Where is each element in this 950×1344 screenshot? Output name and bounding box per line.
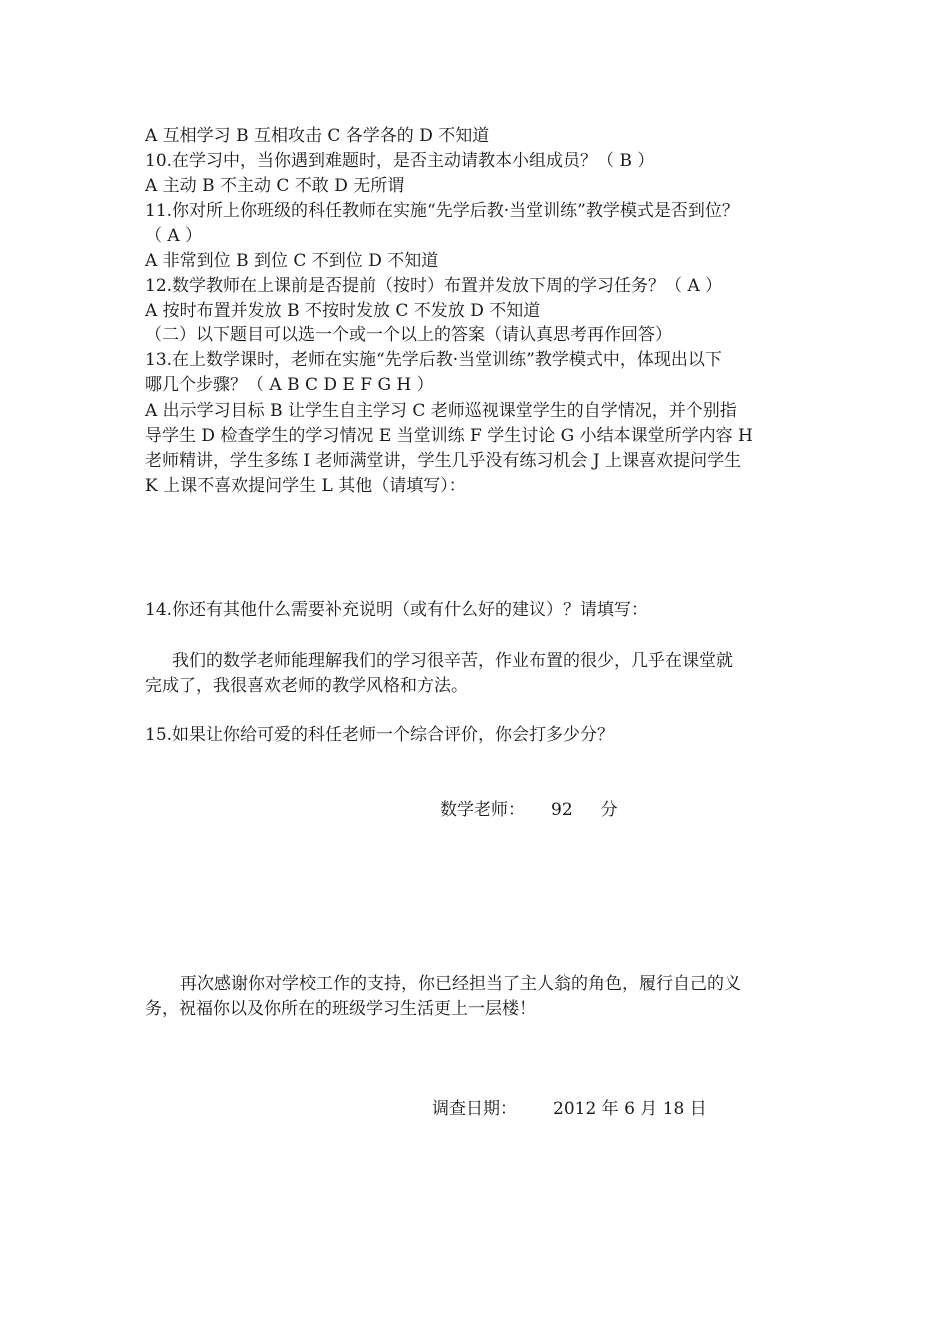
- score-label: 数学老师：: [440, 800, 525, 820]
- q13-options-line1: A 出示学习目标 B 让学生自主学习 C 老师巡视课堂学生的自学情况，并个别指: [145, 401, 737, 421]
- q14-answer-line1: 我们的数学老师能理解我们的学习很辛苦，作业布置的很少，几乎在课堂就: [172, 651, 733, 671]
- date-label: 调查日期：: [432, 1099, 517, 1119]
- q10-options: A 主动 B 不主动 C 不敢 D 无所谓: [145, 176, 405, 196]
- q11-options: A 非常到位 B 到位 C 不到位 D 不知道: [145, 251, 439, 271]
- q14-question: 14.你还有其他什么需要补充说明（或有什么好的建议）？请填写：: [145, 600, 649, 620]
- q13-question-line1: 13.在上数学课时，老师在实施“先学后教·当堂训练”教学模式中，体现出以下: [145, 350, 722, 370]
- score-unit: 分: [600, 800, 618, 820]
- thanks-line2: 务，祝福你以及你所在的班级学习生活更上一层楼！: [145, 999, 536, 1019]
- q14-answer-line2: 完成了，我很喜欢老师的教学风格和方法。: [145, 676, 468, 696]
- section-2-heading: （二）以下题目可以选一个或一个以上的答案（请认真思考再作回答）: [145, 325, 672, 345]
- q15-question: 15.如果让你给可爱的科任老师一个综合评价，你会打多少分？: [145, 725, 615, 745]
- score-row: [440, 798, 950, 822]
- q12-question: 12.数学教师在上课前是否提前（按时）布置并发放下周的学习任务？（ A ）: [145, 276, 723, 296]
- score-value: 92: [551, 800, 573, 820]
- q13-options-line2: 导学生 D 检查学生的学习情况 E 当堂训练 F 学生讨论 G 小结本课堂所学内容 H: [145, 426, 753, 446]
- thanks-line1: 再次感谢你对学校工作的支持，你已经担当了主人翁的角色，履行自己的义: [180, 974, 741, 994]
- date-row: [432, 1097, 950, 1121]
- q13-options-line3: 老师精讲，学生多练 I 老师满堂讲，学生几乎没有练习机会 J 上课喜欢提问学生: [145, 451, 742, 471]
- q12-options: A 按时布置并发放 B 不按时发放 C 不发放 D 不知道: [145, 301, 541, 321]
- q10-question: 10.在学习中，当你遇到难题时，是否主动请教本小组成员？（ B ）: [145, 151, 655, 171]
- q9-options: A 互相学习 B 互相攻击 C 各学各的 D 不知道: [145, 126, 490, 146]
- q13-question-line2: 哪几个步骤？（ A B C D E F G H ）: [145, 375, 434, 395]
- q11-question-line2: （ A ）: [145, 226, 203, 246]
- q13-options-line4: K 上课不喜欢提问学生 L 其他（请填写）：: [145, 476, 466, 496]
- q11-question-line1: 11.你对所上你班级的科任教师在实施“先学后教·当堂训练”教学模式是否到位？: [145, 201, 739, 221]
- date-value: 2012 年 6 月 18 日: [553, 1099, 707, 1119]
